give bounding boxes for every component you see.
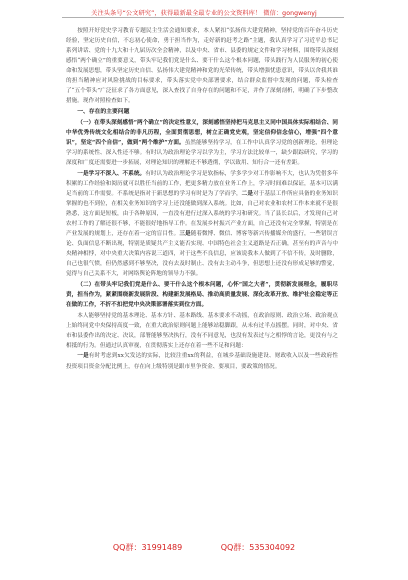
- footer-qq-group-1: QQ群：31991489: [112, 543, 183, 552]
- item1-point1-lead: 一是学习不深入、不系统。: [77, 170, 146, 177]
- item1-point3-text: 随着微博、微信、博客等新兴传播媒介的盛行，一些错误言论、负面信息不断出现，特别是质疑共产主义能否实现、中国特色社会主义道路是否正确，甚至有的声音与中央精神相悖，对中央重大决策内容说三道四，对于这些不良信息，应该说我本人做到了不信不传，及时删除，自己也很气愤，但仍然感到不够坚决，没有去及时制止、没有去主动斗争，但思想上还没有形成足够的警觉，觉得与自己关系不大，对网络舆论阵地的领导力不强。: [66, 231, 338, 278]
- item1-point2-text: 对于基层工作所应具备的业务知识掌握的也不到位，在相关业务知识的学习上还没能做到深入系统。比如，自己对农业和农村工作本来就不是很熟悉，这方面是短板，由于各种原因，一直没有进行过深入系统的学习和研究。当了县长以后，才发现自己对农村工作的了解还很不够，不能很好地指导工作。在发展乡村振兴产业方面，自己还没有完全掌握，特别是在产业发展的规划上，还存在着一定的盲目性。: [66, 190, 338, 238]
- header-banner: 关注头条号“公文研究”，获得最新最全最专业的公文资料库！ 微信：gongwenyj: [91, 10, 317, 17]
- item3-lead: 一是: [77, 353, 89, 360]
- header-rule: [62, 17, 344, 18]
- document-body: [66, 26, 338, 372]
- item1-body: 虽然能够坚持学习，在工作中认真学习党的创新理论，但理论学习的系统性、深入性还不够。有时认为政治理论学习以学为主，学习方法比较单一，缺少跟踪研究，学习的深度和广度还需要进一步拓展，对理论知识的理解还不够透彻，学以致用、知行合一还有差距。: [66, 140, 338, 167]
- item1-point1-paragraph: [66, 169, 338, 280]
- intro-paragraph: 按照开好党史学习教育专题民主生活会通知要求，本人紧扣“弘扬伟大建党精神，坚持党的百年奋斗历史经验，坚定历史自信，不忘初心使命，勇于担当作为，走好新的赶考之路”主题，我认真学习了习近平总书记系列讲话、党的十九大和十九届历次全会精神，以及中央、省市、县委的规定文件和学习材料，围绕带头深刻感悟“两个确立”的重要意义，带头牢记我们党是什么、要干什么这个根本问题，带头践行为人民服务的初心使命和发展思想，带头坚定历史自信、弘扬伟大建党精神和党的光荣传统，带头增强忧患意识，带头以舍我其谁的担当精神应对风险挑战的目标要求，带头落实党中央部署要求，结合群众监督中发现的问题，带头检查了“五个带头”广泛征求了各方面意见，深入查找了自身存在的问题和不足，并作了深刻剖析，明确了下步整改措施。现作对照检查如下。: [66, 28, 338, 105]
- item2-title-paragraph: [66, 280, 338, 310]
- item1-point3-lead: 三是: [179, 231, 191, 238]
- item3-paragraph: [66, 351, 338, 371]
- item1-paragraph: [66, 118, 338, 168]
- item1-title: （一）在带头深刻感悟“两个确立”的决定性意义，深刻感悟坚持把马克思主义同中国具体实际相结合、同中华优秀传统文化相结合的非凡历程，全面贯彻思想，树立正确党史观，坚定信仰信念信心，增强“四个意识”，坚定“四个自信”，做到“两个维护”方面。: [66, 120, 338, 147]
- section-heading: 一、存在的主要问题: [77, 109, 130, 116]
- item2-body-paragraph: 本人能够坚持党的基本理论、基本方针、基本路线、基本要求不动摇，在政治原则、政治立场、政治观点上始终同党中央保持高度一致，在重大政治原则问题上能够站稳脚跟，从未有过半点摇摆。同时，对中央、省市和县委作出的决定、决议，部署能够坚决执行，没有不同意见，也没有发表过与之相悖的言论，更没有与之相抵的行为。但通过认真审视，在贯彻落实上还存在着一些不足和问题：: [66, 312, 338, 349]
- item1-point2-lead: 二是: [241, 190, 254, 197]
- footer-qq-group-2: QQ群：535304092: [220, 543, 296, 552]
- item3-text: 有时考虑到xx欠发达的实际，比较注重xx的利益，在城乡基础设施建设、财政收入以及一些政府性投资项目资金分配比例上，存在向上级特别是跟市里争资金、要项目，要政策的情况。: [66, 353, 338, 370]
- footer-contacts: [0, 542, 408, 553]
- item1-point1-text: 有时认为政治理论学习是软指标，学多学少对工作影响不大，也认为凭借多年积累的工作经验和阅历就可以胜任当前的工作，把更多精力放在业务工作上，学习时间难以保证，基本可以满足当前的工作需要。不系统是指对于新思想的学习有时是为了学而学，: [66, 170, 338, 197]
- item2-title: （二）在带头牢记我们党是什么、要干什么这个根本问题，心怀“国之大者”，贯彻新发展理念，履职尽责，担当作为，紧紧围绕新发展阶段、构建新发展格局、推动高质量发展、深化改革开放、维护社会稳定等正在做的工作，不折不扣把党中央决策部署落实到位方面。: [66, 281, 338, 309]
